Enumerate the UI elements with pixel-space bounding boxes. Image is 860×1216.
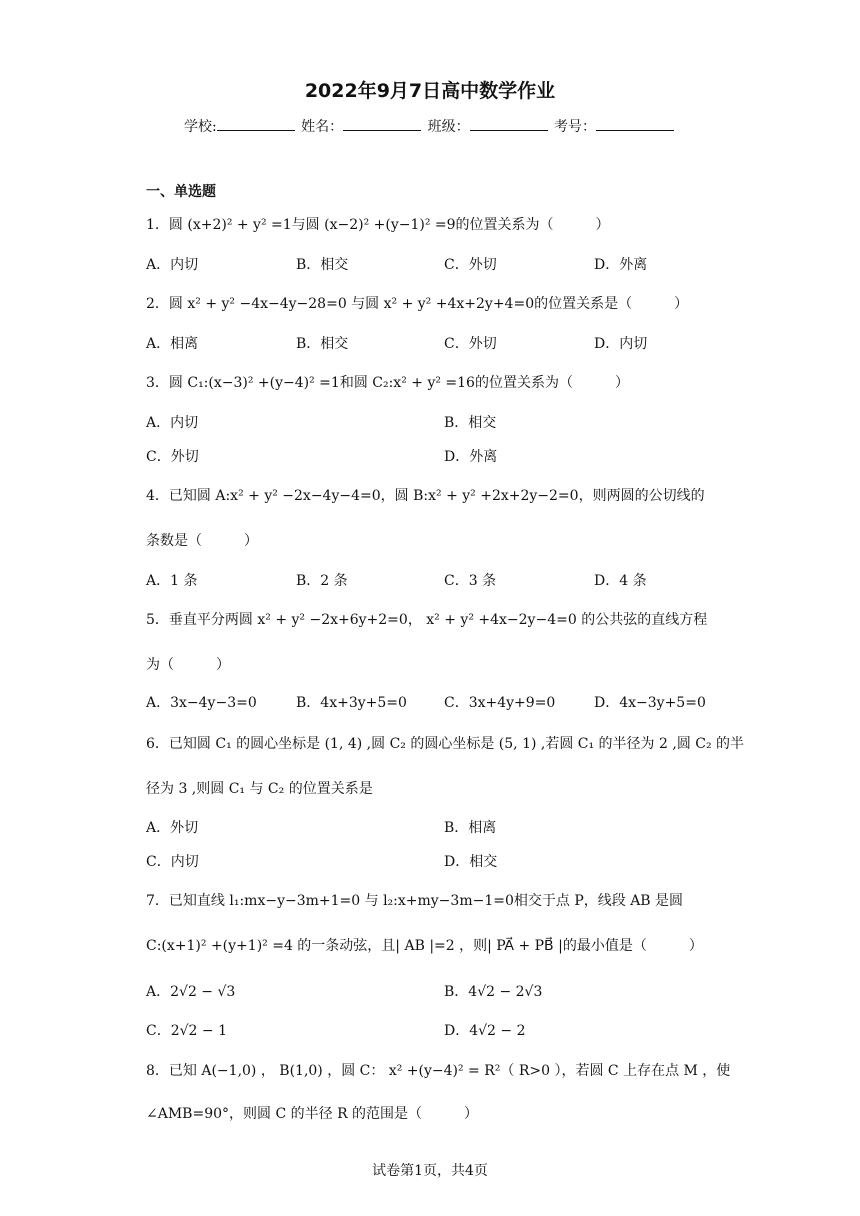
q7-option-d: D．4√2 − 2 [444,1023,526,1039]
q2-option-a: A．相离 [146,336,199,352]
exam-number-blank [596,118,674,131]
q2-option-d: D．内切 [594,336,648,352]
question-6-stem: 6．已知圆 C₁ 的圆心坐标是 (1, 4) ,圆 C₂ 的圆心坐标是 (5, 1) ,若圆 C₁ 的半径为 2 ,圆 C₂ 的半 [146,736,745,752]
q2-option-c: C．外切 [444,336,497,352]
question-6-stem-continued: 径为 3 ,则圆 C₁ 与 C₂ 的位置关系是 [146,781,373,797]
q7-option-b: B．4√2 − 2√3 [444,984,543,1000]
q5-option-c: C．3x+4y+9=0 [444,695,556,711]
school-blank [217,118,295,131]
q6-option-d: D．相交 [444,854,498,870]
q5-option-a: A．3x−4y−3=0 [146,695,257,711]
q1-option-b: B．相交 [296,257,349,273]
q6-option-c: C．内切 [146,854,199,870]
q3-option-a: A．内切 [146,415,199,431]
question-4-stem-continued: 条数是（ ） [146,533,258,549]
page-title: 2022年9月7日高中数学作业 [304,80,556,102]
name-blank [343,118,421,131]
q5-option-d: D．4x−3y+5=0 [594,695,706,711]
q5-option-b: B．4x+3y+5=0 [296,695,407,711]
question-7-stem: 7．已知直线 l₁:mx−y−3m+1=0 与 l₂:x+my−3m−1=0相交于点 P，线段 AB 是圆 [146,893,684,909]
student-info-line [0,116,860,136]
q1-option-c: C．外切 [444,257,497,273]
question-2-stem: 2．圆 x² + y² −4x−4y−28=0 与圆 x² + y² +4x+2y+4=0的位置关系是（ ） [146,296,689,312]
q4-option-c: C．3 条 [444,573,497,589]
class-blank [470,118,548,131]
q1-option-d: D．外离 [594,257,648,273]
q4-option-a: A．1 条 [146,573,198,589]
q2-option-b: B．相交 [296,336,349,352]
question-4-stem: 4．已知圆 A:x² + y² −2x−4y−4=0，圆 B:x² + y² +2x+2y−2=0，则两圆的公切线的 [146,488,705,504]
page-footer: 试卷第1页，共4页 [372,1163,488,1179]
section-title: 一、单选题 [146,184,216,200]
q1-option-a: A．内切 [146,257,199,273]
q7-option-c: C．2√2 − 1 [146,1023,227,1039]
q3-option-d: D．外离 [444,449,498,465]
q4-option-b: B．2 条 [296,573,348,589]
question-1-stem: 1．圆 (x+2)² + y² =1与圆 (x−2)² +(y−1)² =9的位置关系为（ ） [146,217,610,233]
school-label: 学校: [183,119,217,135]
name-label: 姓名： [301,119,344,135]
q6-option-a: A．外切 [146,820,199,836]
exam-number-label: 考号： [554,119,597,135]
question-5-stem-continued: 为（ ） [146,657,230,673]
q6-option-b: B．相离 [444,820,497,836]
q4-option-d: D．4 条 [594,573,647,589]
question-7-stem-continued: C:(x+1)² +(y+1)² =4 的一条动弦，且| AB |=2 ，则| PA⃗ + PB⃗ |的最小值是（ ） [146,938,703,954]
class-label: 班级： [427,119,470,135]
question-8-stem: 8．已知 A(−1,0) ， B(1,0) ，圆 C： x² +(y−4)² = R²（ R>0 ），若圆 C 上存在点 M ，使 [146,1063,731,1079]
question-3-stem: 3．圆 C₁:(x−3)² +(y−4)² =1和圆 C₂:x² + y² =16的位置关系为（ ） [146,375,629,391]
question-8-stem-continued: ∠AMB=90°，则圆 C 的半径 R 的范围是（ ） [146,1106,479,1122]
q7-option-a: A．2√2 − √3 [146,984,236,1000]
q3-option-c: C．外切 [146,449,199,465]
question-5-stem: 5．垂直平分两圆 x² + y² −2x+6y+2=0， x² + y² +4x−2y−4=0 的公共弦的直线方程 [146,612,708,628]
q3-option-b: B．相交 [444,415,497,431]
